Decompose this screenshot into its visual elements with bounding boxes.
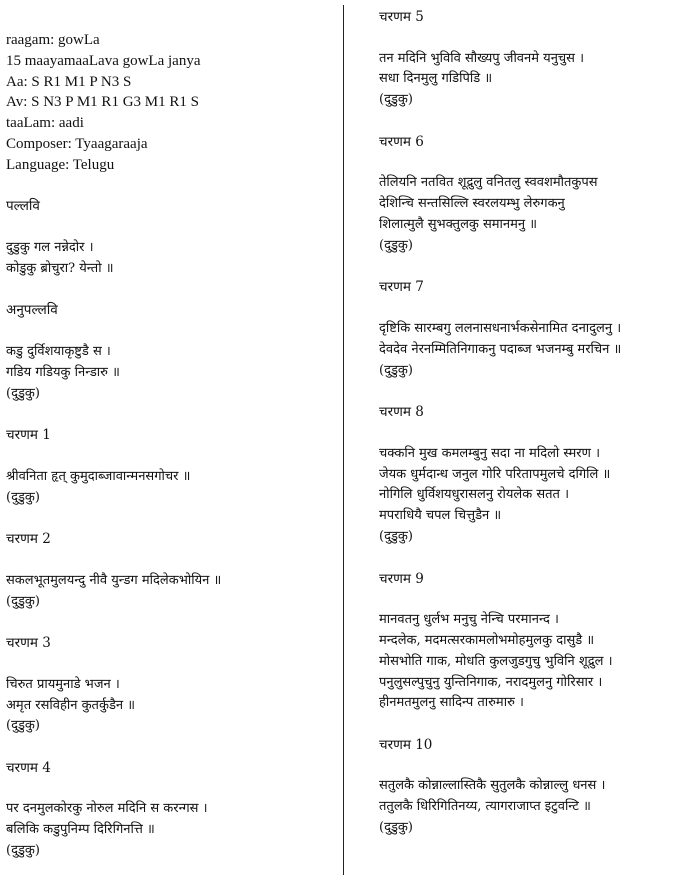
pallavi-heading: पल्लवि — [6, 198, 40, 215]
language-line: Language: Telugu — [6, 156, 115, 173]
refrain: (दुडुकु) — [379, 362, 413, 378]
charanam-heading: चरणम 8 — [379, 404, 424, 421]
charanam-line: देशिन्चि सन्तसिल्लि स्वरलयम्भु लेरुगकनु — [379, 196, 565, 212]
mela-line: 15 maayamaaLava gowLa janya — [6, 52, 201, 69]
charanam-heading: चरणम 1 — [6, 427, 51, 444]
charanam-line: दृष्टिकि सारम्बगु ललनासधनार्भकसेनामित दनादुलनु । — [379, 320, 622, 336]
right-column — [344, 0, 696, 839]
refrain: (दुडुकु) — [6, 385, 40, 401]
charanam-line: मपराधियै चपल चित्तुडैन ॥ — [379, 508, 502, 524]
charanam-line: शिलात्मुलै सुभक्तुलकु समानमनु ॥ — [379, 216, 538, 232]
charanam-heading: चरणम 6 — [379, 133, 424, 150]
anupallavi-heading: अनुपल्लवि — [6, 302, 58, 319]
avarohanam-line: Av: S N3 P M1 R1 G3 M1 R1 S — [6, 94, 199, 111]
charanam-heading: चरणम 4 — [6, 759, 51, 776]
charanam-line: चक्कनि मुख कमलम्बुनु सदा ना मदिलो स्मरण । — [379, 445, 601, 461]
charanam-line: सतुलकै कोन्नाल्लास्तिकै सुतुलकै कोन्नाल्लु धनस । — [379, 778, 606, 794]
charanam-line: बलिकि कडुपुनिम्प दिरिगिनत्ति ॥ — [6, 822, 155, 838]
charanam-line: सधा दिनमुलु गडिपिडि ॥ — [379, 71, 493, 87]
composer-line: Composer: Tyaagaraaja — [6, 135, 148, 152]
aarohanam-line: Aa: S R1 M1 P N3 S — [6, 73, 132, 90]
charanam-line: नोगिलि धुर्विशयधुरासलनु रोयलेक सतत । — [379, 487, 570, 503]
charanam-line: जेयक धुर्मदान्ध जनुल गोरि परितापमुलचे दगिलि ॥ — [379, 466, 611, 482]
charanam-line: चिरुत प्रायमुनाडे भजन । — [6, 676, 120, 692]
refrain: (दुडुकु) — [6, 489, 40, 505]
charanam-line: हीनमतमुलनु सादिन्प तारुमारु । — [379, 695, 524, 711]
pallavi-line: कोडुकु ब्रोचुरा? येन्तो ॥ — [6, 260, 114, 276]
refrain: (दुडुकु) — [6, 593, 40, 609]
charanam-line: मानवतनु धुर्लभ मनुचु नेन्चि परमानन्द । — [379, 612, 559, 628]
charanam-heading: चरणम 2 — [6, 531, 51, 548]
pallavi-line: दुडुकु गल नन्नेदोर । — [6, 239, 94, 255]
charanam-line: ततुलकै धिरिगितिनय्य, त्यागराजाप्त इटुवन्टि ॥ — [379, 799, 591, 815]
anupallavi-line: कडु दुर्विशयाकृष्टुडै स । — [6, 343, 111, 359]
charanam-line: तेलियनि नतवित शूद्रुलु वनितलु स्ववशमौतकुपस — [379, 175, 598, 191]
charanam-line: देवदेव नेरनम्मितिनिगाकनु पदाब्ज भजनम्बु मरचिन ॥ — [379, 341, 622, 357]
refrain: (दुडुकु) — [379, 237, 413, 253]
charanam-line: अमृत रसविहीन कुतर्कुडैन ॥ — [6, 697, 136, 713]
refrain: (दुडुकु) — [6, 718, 40, 734]
charanam-heading: चरणम 7 — [379, 279, 424, 296]
charanam-line: पनुलुसल्पुचुनु युन्तिनिगाक, नरादमुलनु गोरिसार । — [379, 674, 603, 690]
raagam-line: raagam: gowLa — [6, 32, 100, 48]
refrain: (दुडुकु) — [379, 92, 413, 108]
charanam-line: मोसभोति गाक, मोधति कुलजुडगुचु भुविनि शूद्रुल । — [379, 653, 613, 669]
charanam-heading: चरणम 9 — [379, 570, 424, 587]
refrain: (दुडुकु) — [379, 528, 413, 544]
refrain: (दुडुकु) — [6, 843, 40, 859]
charanam-heading: चरणम 5 — [379, 9, 424, 25]
charanam-line: मन्दलेक, मदमत्सरकामलोभमोहमुलकु दासुडै ॥ — [379, 632, 595, 648]
taalam-line: taaLam: aadi — [6, 115, 84, 132]
charanam-line: श्रीवनिता हृत् कुमुदाब्जावान्मनसगोचर ॥ — [6, 468, 191, 484]
charanam-heading: चरणम 3 — [6, 635, 51, 652]
charanam-line: तन मदिनि भुविवि सौख्यपु जीवनमे यनुचुस । — [379, 50, 585, 66]
charanam-heading: चरणम 10 — [379, 736, 433, 753]
left-column — [0, 0, 343, 862]
charanam-line: पर दनमुलकोरकु नोरुल मदिनि स करन्गस । — [6, 801, 208, 817]
anupallavi-line: गडिय गडियकु निन्डारु ॥ — [6, 364, 120, 380]
charanam-line: सकलभूतमुलयन्दु नीवै युन्डग मदिलेकभोयिन ॥ — [6, 572, 222, 588]
refrain: (दुडुकु) — [379, 820, 413, 836]
